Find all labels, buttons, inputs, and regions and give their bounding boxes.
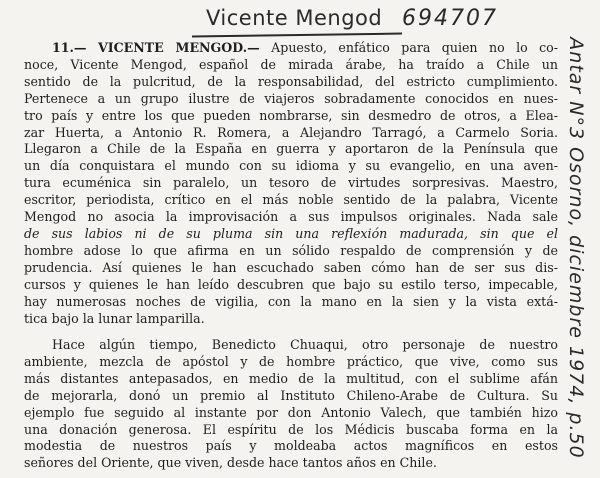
article-line: cursos y quienes le han leído descubren que bajo su estilo terso, impecable,	[24, 276, 558, 292]
article-line: más distantes antepasados, en medio de la multitud, con el sublime afán	[24, 370, 558, 386]
article-line: señores del Oriente, que viven, desde hace tantos años en Chile.	[24, 455, 437, 471]
article-line: Llegaron a Chile de la España en guerra y aportaron de la Península que	[24, 141, 558, 157]
title-underline	[192, 33, 402, 38]
handwritten-source-note	[556, 28, 596, 468]
article-number: 11.—	[52, 40, 87, 55]
article-line: tro país y entre los que pueden nombrarse, sin desmedro de otros, a Elea-	[24, 107, 558, 123]
article-line: noce, Vicente Mengod, español de mirada árabe, ha traído a Chile un	[24, 56, 558, 72]
article-paragraph-1	[24, 40, 558, 327]
article-line: hay numerosas noches de vigilia, con la mano en la sien y la vista extá-	[24, 293, 558, 309]
article-line: un día conquistara el mundo con su idioma y su evangelio, en una aven-	[24, 158, 558, 174]
article-line: hombre adose lo que afirma en un sólido respaldo de comprensión y de	[24, 242, 558, 258]
article-line: de sus labios ni de su pluma sin una reflexión madurada, sin que el	[24, 225, 558, 241]
article-line: escritor, periodista, crítico en el más noble sentido de la palabra, Vicente	[24, 192, 558, 208]
article-line: tica bajo la lunar lamparilla.	[24, 310, 205, 326]
article-line: prudencia. Así quienes le han escuchado saben cómo han de ser sus dis-	[24, 259, 558, 275]
article-line: Pertenece a un grupo ilustre de viajeros sobradamente conocidos en nues-	[24, 90, 558, 106]
article-line: sentido de la pulcritud, de la responsabilidad, del estricto cumplimiento.	[24, 73, 558, 89]
article-line: una donación generosa. El espíritu de los Médicis buscaba forma en la	[24, 421, 558, 437]
source-note-text: Antar N°3 Osorno, diciembre 1974, p.50	[565, 37, 587, 459]
article-line: Hace algún tiempo, Benedicto Chuaqui, otro personaje de nuestro	[52, 337, 558, 352]
article-line: ambiente, mezcla de apóstol y de hombre práctico, que vive, como sus	[24, 353, 558, 369]
article-line: 11.— VICENTE MENGOD.— Apuesto, enfático para quien no lo co-	[52, 40, 558, 55]
article-paragraph-2	[24, 337, 558, 472]
article-line: tura ecuménica sin paralelo, un tesoro de virtudes sorpresivas. Maestro,	[24, 175, 558, 191]
article-line: zar Huerta, a Antonio R. Romera, a Alejandro Tarragó, a Carmelo Soria.	[24, 124, 558, 140]
article-line: modestia de nuestros país y moldeaba actos magníficos en estos	[24, 438, 558, 454]
article-line: de mejorarla, donó un premio al Instituto Chileno-Arabe de Cultura. Su	[24, 387, 558, 403]
handwritten-catalog-code: 694707	[402, 6, 498, 31]
article-line: Mengod no asocia la improvisación a sus impulsos originales. Nada sale	[24, 209, 558, 225]
article-line: ejemplo fue seguido al instante por don Antonio Valech, que también hizo	[24, 404, 558, 420]
handwritten-title: Vicente Mengod	[206, 6, 383, 30]
article-heading: VICENTE MENGOD.—	[97, 40, 260, 55]
